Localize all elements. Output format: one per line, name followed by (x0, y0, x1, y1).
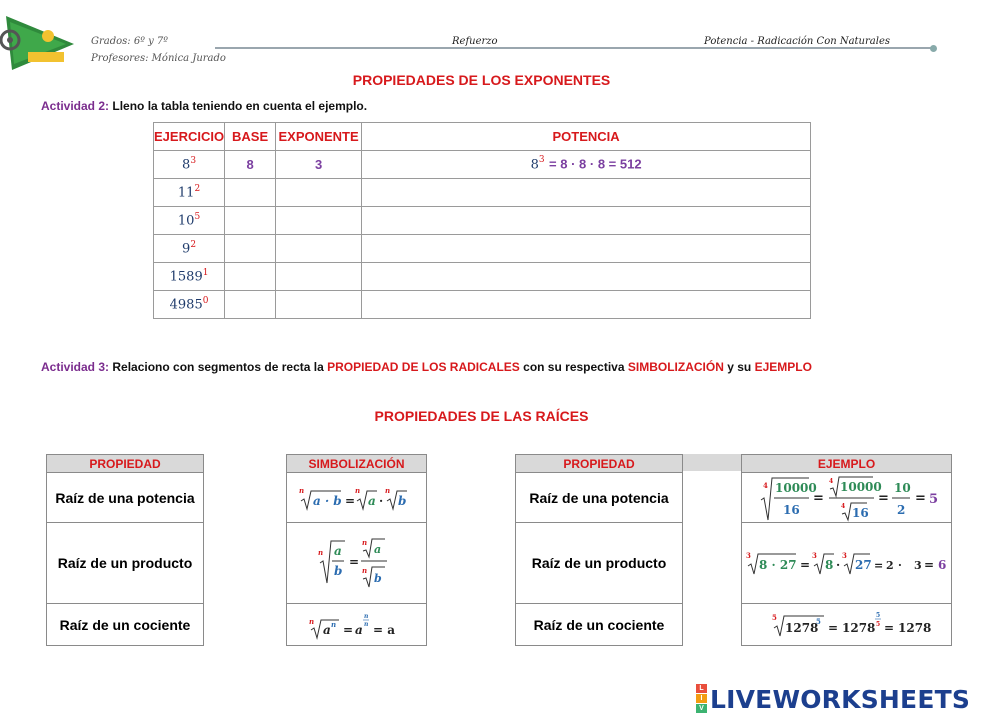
svg-text:3: 3 (745, 551, 751, 560)
badge-letter: I (696, 694, 707, 703)
svg-text:=: = (799, 558, 810, 572)
table-row (154, 263, 811, 291)
base-cell[interactable] (225, 263, 276, 291)
col-header-base: BASE (225, 123, 276, 151)
base-cell[interactable]: 8 (225, 151, 276, 179)
school-logo (0, 14, 76, 72)
svg-text:2: 2 (885, 559, 894, 572)
topic-text: Refuerzo (452, 36, 498, 47)
svg-text:a: a (322, 622, 331, 637)
svg-text:10000: 10000 (774, 480, 817, 495)
header-gap-bar (683, 454, 741, 471)
base-cell[interactable] (225, 235, 276, 263)
svg-text:n: n (361, 538, 367, 547)
table-row (154, 291, 811, 319)
exponent-cell[interactable] (276, 179, 362, 207)
svg-text:8 · 27: 8 · 27 (758, 558, 797, 572)
property-column-left (46, 454, 204, 646)
svg-text:3: 3 (811, 551, 817, 560)
svg-text:2: 2 (896, 502, 905, 517)
activity-3-label: Actividad 3: (41, 360, 110, 374)
svg-text:=: = (873, 559, 883, 572)
svg-text:= a: = a (372, 622, 395, 637)
symbol-power-root[interactable] (287, 604, 426, 645)
power-cell[interactable] (362, 291, 811, 319)
activity-3-highlight-example: EJEMPLO (754, 360, 812, 374)
example-product-root[interactable] (742, 523, 951, 604)
svg-text:b: b (397, 493, 406, 508)
property-item[interactable]: Raíz de un producto (516, 523, 682, 604)
exercise-cell: $10^5$ (154, 207, 225, 235)
liveworksheets-wordmark: LIVEWORKSHEETS (710, 684, 971, 714)
liveworksheets-logo (696, 684, 970, 714)
power-cell[interactable] (362, 179, 811, 207)
table-row (154, 151, 811, 179)
power-cell[interactable] (362, 263, 811, 291)
exponents-title: PROPIEDADES DE LOS EXPONENTES (352, 72, 611, 88)
svg-text:b: b (333, 564, 342, 578)
example-column (741, 454, 952, 646)
liveworksheets-badge (696, 684, 707, 714)
activity-3-instruction (41, 360, 812, 374)
exponent-cell[interactable]: 3 (276, 151, 362, 179)
svg-text:=: = (877, 490, 889, 506)
base-cell[interactable] (225, 291, 276, 319)
exponent-cell[interactable] (276, 263, 362, 291)
svg-text:a: a (367, 493, 376, 508)
exercise-cell: $11^2$ (154, 179, 225, 207)
svg-text:·: · (378, 493, 383, 508)
grades-text: Grados: 6º y 7º (91, 36, 168, 47)
svg-text:10000: 10000 (839, 479, 882, 494)
svg-text:n: n (308, 616, 314, 626)
svg-text:4: 4 (762, 480, 768, 490)
svg-text:=: = (914, 490, 926, 506)
svg-text:16: 16 (851, 505, 869, 520)
symbolization-header: SIMBOLIZACIÓN (287, 455, 426, 473)
symbol-quotient-root[interactable] (287, 523, 426, 604)
svg-text:5: 5 (815, 616, 821, 626)
exercise-cell: 1589$^1$ (154, 263, 225, 291)
svg-text:n: n (354, 485, 360, 495)
svg-text:b: b (373, 572, 382, 585)
svg-text:n: n (384, 485, 390, 495)
activity-3-highlight-property: PROPIEDAD DE LOS RADICALES (327, 360, 520, 374)
svg-text:1278: 1278 (897, 620, 931, 635)
activity-3-text-2: con su respectiva (523, 360, 625, 374)
svg-text:n: n (363, 620, 368, 628)
svg-text:=: = (827, 620, 838, 635)
exercise-cell: $9^2$ (154, 235, 225, 263)
example-quotient-root[interactable] (742, 604, 951, 645)
svg-text:5: 5 (875, 620, 880, 628)
power-cell[interactable] (362, 207, 811, 235)
badge-letter: L (696, 684, 707, 693)
property-header-2: PROPIEDAD (516, 455, 682, 473)
symbol-product-root[interactable] (287, 473, 426, 523)
svg-text:n: n (317, 548, 323, 557)
exponent-cell[interactable] (276, 291, 362, 319)
svg-text:a: a (373, 543, 381, 556)
svg-text:3: 3 (913, 559, 922, 572)
activity-3-highlight-symbol: SIMBOLIZACIÓN (627, 360, 724, 374)
radicals-title: PROPIEDADES DE LAS RAÍCES (374, 408, 589, 424)
activity-3-text-1: Relaciono con segmentos de recta la (112, 360, 324, 374)
svg-text:5: 5 (928, 491, 938, 507)
power-cell[interactable]: $8^3 = 8 \cdot 8 \cdot 8 = 512$ (362, 151, 811, 179)
activity-2-instruction (41, 99, 367, 113)
table-row (154, 207, 811, 235)
svg-text:5: 5 (875, 611, 880, 619)
svg-text:=: = (883, 620, 894, 635)
property-item[interactable]: Raíz de una potencia (47, 473, 203, 523)
svg-text:=: = (344, 493, 355, 508)
property-item[interactable]: Raíz de un cociente (533, 616, 665, 633)
power-cell[interactable] (362, 235, 811, 263)
exponents-table (153, 122, 811, 319)
exponent-cell[interactable] (276, 235, 362, 263)
svg-text:5: 5 (771, 612, 777, 622)
svg-text:16: 16 (782, 502, 800, 517)
exponent-cell[interactable] (276, 207, 362, 235)
svg-text:1278: 1278 (841, 620, 875, 635)
svg-text:3: 3 (841, 551, 847, 560)
exercise-cell: 4985$^0$ (154, 291, 225, 319)
symbolization-column (286, 454, 427, 646)
property-item[interactable]: Raíz de un cociente (59, 616, 191, 633)
svg-text:n: n (361, 566, 367, 575)
col-header-power: POTENCIA (362, 123, 811, 151)
property-item[interactable]: Raíz de una potencia (516, 473, 682, 523)
activity-2-label: Actividad 2: (41, 99, 110, 113)
col-header-exercise: EJERCICIO (154, 123, 225, 151)
svg-text:a: a (354, 622, 363, 637)
svg-text:a: a (333, 544, 342, 558)
table-row (154, 235, 811, 263)
example-header: EJEMPLO (742, 455, 951, 473)
svg-text:8: 8 (824, 558, 833, 572)
svg-text:10: 10 (893, 480, 911, 495)
svg-text:6: 6 (937, 558, 946, 572)
svg-text:=: = (923, 558, 934, 572)
activity-3-text-3: y su (727, 360, 752, 374)
svg-text:n: n (363, 612, 368, 620)
svg-text:n: n (330, 619, 336, 629)
table-header-row (154, 123, 811, 151)
svg-text:4: 4 (828, 477, 833, 485)
property-item[interactable]: Raíz de un producto (47, 523, 203, 604)
unit-text: Potencia - Radicación Con Naturales (704, 36, 890, 47)
badge-letter: V (696, 704, 707, 713)
svg-text:27: 27 (854, 558, 872, 572)
svg-text:=: = (812, 490, 824, 506)
exercise-cell: $8^3$ (154, 151, 225, 179)
table-row (154, 179, 811, 207)
example-power-root[interactable] (742, 473, 951, 523)
base-cell[interactable] (225, 179, 276, 207)
svg-text:·: · (897, 559, 902, 572)
svg-text:1278: 1278 (784, 620, 818, 635)
activity-2-text: Lleno la tabla teniendo en cuenta el ejemplo. (112, 99, 368, 113)
property-column-right (515, 454, 683, 646)
property-header: PROPIEDAD (47, 455, 203, 473)
svg-text:·: · (835, 558, 840, 572)
header-divider-dot (930, 45, 937, 52)
teachers-text: Profesores: Mónica Jurado (91, 53, 226, 64)
header-divider (215, 47, 935, 49)
svg-text:4: 4 (840, 502, 845, 510)
svg-text:n: n (298, 485, 304, 495)
svg-text:=: = (348, 555, 359, 569)
svg-text:=: = (342, 622, 353, 637)
svg-text:a · b: a · b (312, 493, 342, 508)
col-header-exponent: EXPONENTE (276, 123, 362, 151)
base-cell[interactable] (225, 207, 276, 235)
